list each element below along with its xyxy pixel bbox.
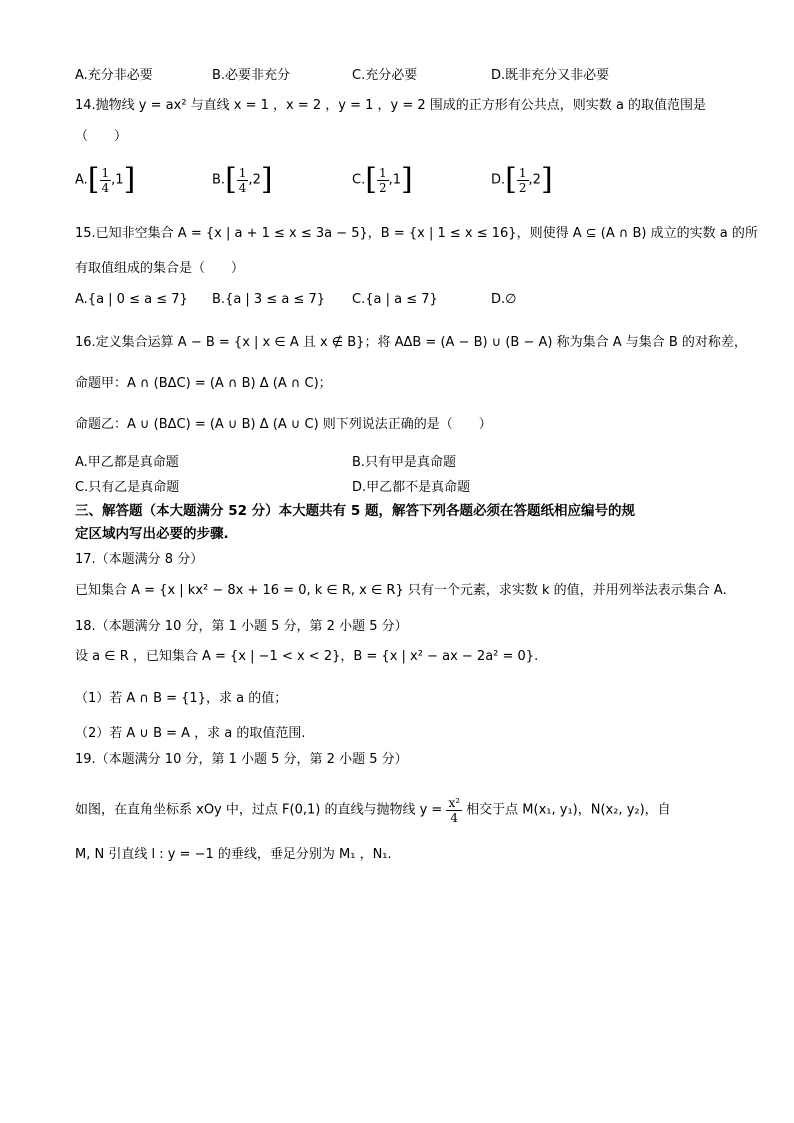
- q15-stem-line2: 有取值组成的集合是（ ）: [75, 261, 245, 276]
- q16-option-d: D.甲乙都不是真命题: [352, 480, 471, 495]
- q14-option-b: B.[ $\frac{1}{4}$ ,2]: [212, 162, 273, 197]
- q18-subquestion-1: （1）若 A ∩ B = {1}，求 a 的值；: [75, 691, 288, 706]
- q16-option-c: C.只有乙是真命题: [75, 480, 180, 495]
- q14-option-d-num: 1: [518, 165, 527, 180]
- q16-option-a: A.甲乙都是真命题: [75, 455, 179, 470]
- q19-stem-line1: [75, 796, 671, 825]
- q17-header: 17.（本题满分 8 分）: [75, 552, 204, 567]
- q14-option-b-den: 4: [238, 180, 247, 195]
- q14-option-b-num: 1: [238, 165, 247, 180]
- q14-option-c-num: 1: [378, 165, 387, 180]
- q14-answer-paren: （ ）: [75, 129, 128, 144]
- q14-stem: 14.抛物线 y = ax² 与直线 x = 1 ，x = 2 ，y = 1 ，y = 2 围成的正方形有公共点，则实数 a 的取值范围是: [75, 98, 707, 113]
- q14-option-b-label: B.: [212, 172, 226, 188]
- q14-option-d-end: 2: [532, 172, 541, 188]
- q14-option-a-den: 4: [101, 180, 110, 195]
- q14-option-b-end: 2: [252, 172, 261, 188]
- q19-frac-num: x²: [448, 796, 461, 810]
- q19-frac-den: 4: [450, 811, 459, 825]
- q15-stem-line1: 15.已知非空集合 A = {x | a + 1 ≤ x ≤ 3a − 5}，B = {x | 1 ≤ x ≤ 16}，则使得 A ⊆ (A ∩ B) 成立的实数 a 的所: [75, 226, 758, 241]
- section3-header-line2: 定区域内写出必要的步骤.: [75, 526, 229, 542]
- q19-stem-line2: M, N 引直线 l : y = −1 的垂线，垂足分别为 M₁ ，N₁.: [75, 847, 392, 862]
- q19-parabola-fraction: [446, 796, 462, 825]
- q19-stem-line1-a: 如图，在直角坐标系 xOy 中，过点 F(0,1) 的直线与抛物线 y =: [75, 802, 443, 818]
- q16-option-b: B.只有甲是真命题: [352, 455, 457, 470]
- q14-option-c: C.[ $\frac{1}{2}$ ,1]: [352, 162, 413, 197]
- q15-option-b: B.{a | 3 ≤ a ≤ 7}: [212, 292, 326, 307]
- q13-option-b: B.必要非充分: [212, 68, 291, 83]
- q13-option-d: D.既非充分又非必要: [491, 68, 610, 83]
- q18-stem: 设 a ∈ R ，已知集合 A = {x | −1 < x < 2}，B = {x | x² − ax − 2a² = 0}.: [75, 649, 539, 664]
- q17-stem: 已知集合 A = {x | kx² − 8x + 16 = 0, k ∈ R, x ∈ R} 只有一个元素，求实数 k 的值，并用列举法表示集合 A.: [75, 583, 727, 598]
- q14-option-a: A.[ $\frac{1}{4}$ ,1]: [75, 162, 136, 197]
- q14-option-d-den: 2: [518, 180, 527, 195]
- q18-header: 18.（本题满分 10 分，第 1 小题 5 分，第 2 小题 5 分）: [75, 619, 408, 634]
- q16-stem-line1: 16.定义集合运算 A − B = {x | x ∈ A 且 x ∉ B}；将 AΔB = (A − B) ∪ (B − A) 称为集合 A 与集合 B 的对称差，: [75, 335, 747, 350]
- q16-proposition-jia: 命题甲：A ∩ (BΔC) = (A ∩ B) Δ (A ∩ C)；: [75, 376, 332, 391]
- q14-option-c-den: 2: [378, 180, 387, 195]
- q14-option-a-end: 1: [115, 172, 124, 188]
- q14-option-c-label: C.: [352, 172, 366, 188]
- q15-option-d: D.∅: [491, 292, 517, 307]
- q14-option-a-num: 1: [101, 165, 110, 180]
- q16-proposition-yi: 命题乙：A ∪ (BΔC) = (A ∪ B) Δ (A ∪ C) 则下列说法正确的是（ ）: [75, 417, 492, 432]
- q14-option-d-label: D.: [491, 172, 506, 188]
- q15-option-c: C.{a | a ≤ 7}: [352, 292, 438, 307]
- q18-subquestion-2: （2）若 A ∪ B = A ，求 a 的取值范围.: [75, 726, 306, 741]
- q19-header: 19.（本题满分 10 分，第 1 小题 5 分，第 2 小题 5 分）: [75, 752, 408, 767]
- q13-option-c: C.充分必要: [352, 68, 418, 83]
- section3-header-line1: 三、解答题（本大题满分 52 分）本大题共有 5 题，解答下列各题必须在答题纸相应编号的规: [75, 503, 635, 519]
- q19-stem-line1-b: 相交于点 M(x₁, y₁)，N(x₂, y₂)，自: [466, 802, 671, 818]
- q14-option-c-end: 1: [392, 172, 401, 188]
- q14-option-a-label: A.: [75, 172, 88, 188]
- q15-option-a: A.{a | 0 ≤ a ≤ 7}: [75, 292, 188, 307]
- q13-option-a: A.充分非必要: [75, 68, 153, 83]
- q14-option-d: D.[ $\frac{1}{2}$ ,2]: [491, 162, 553, 197]
